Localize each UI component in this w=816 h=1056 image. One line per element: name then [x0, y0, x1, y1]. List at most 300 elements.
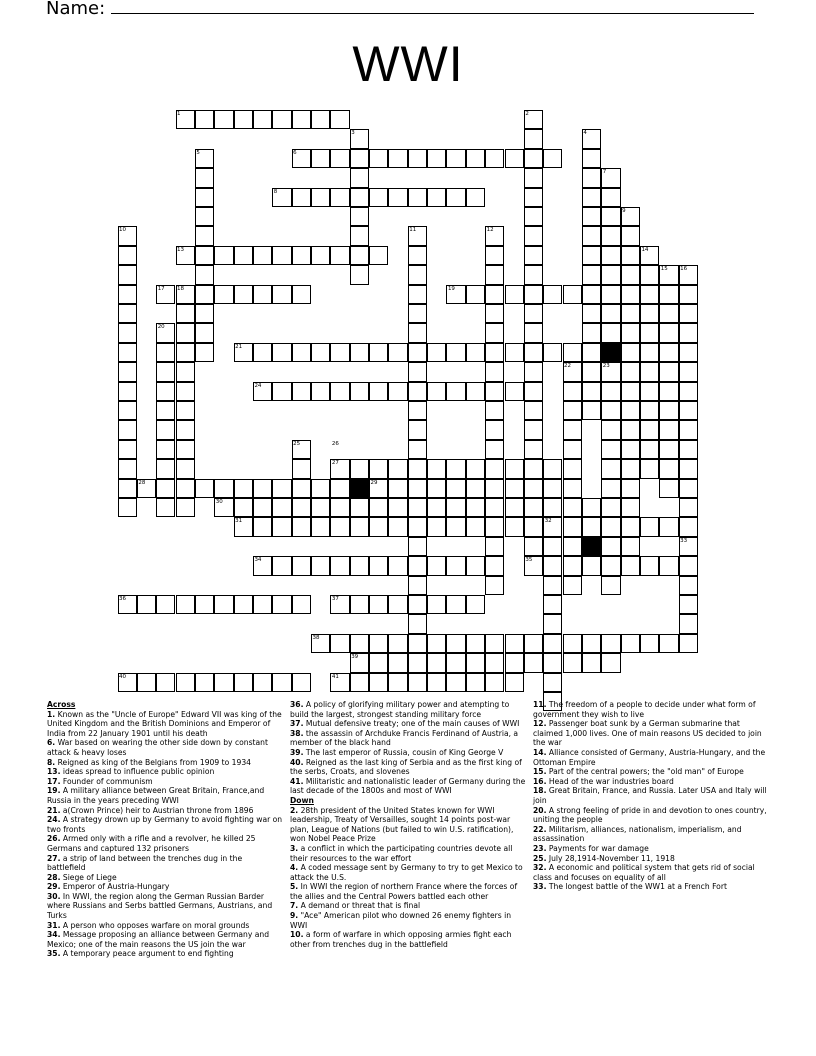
- grid-cell[interactable]: [234, 498, 253, 517]
- grid-cell[interactable]: [679, 401, 698, 420]
- grid-cell[interactable]: [137, 595, 156, 614]
- grid-cell[interactable]: [524, 498, 543, 517]
- grid-cell[interactable]: [369, 595, 388, 614]
- grid-cell[interactable]: [466, 188, 485, 207]
- grid-cell[interactable]: [176, 304, 195, 323]
- grid-cell[interactable]: [427, 459, 446, 478]
- grid-cell[interactable]: [524, 226, 543, 245]
- grid-cell[interactable]: [505, 498, 524, 517]
- grid-cell[interactable]: [408, 614, 427, 633]
- grid-cell[interactable]: [234, 285, 253, 304]
- grid-cell[interactable]: [524, 440, 543, 459]
- grid-cell[interactable]: [156, 498, 175, 517]
- grid-cell[interactable]: [659, 401, 678, 420]
- grid-cell[interactable]: [543, 459, 562, 478]
- grid-cell[interactable]: [408, 498, 427, 517]
- grid-cell[interactable]: [640, 459, 659, 478]
- grid-cell[interactable]: [176, 343, 195, 362]
- grid-cell[interactable]: [350, 343, 369, 362]
- grid-cell[interactable]: [272, 595, 291, 614]
- grid-cell[interactable]: [563, 420, 582, 439]
- grid-cell[interactable]: [446, 556, 465, 575]
- grid-cell[interactable]: [214, 479, 233, 498]
- grid-cell[interactable]: [408, 188, 427, 207]
- grid-cell[interactable]: [524, 362, 543, 381]
- grid-cell[interactable]: [118, 498, 137, 517]
- grid-cell[interactable]: [640, 304, 659, 323]
- grid-cell[interactable]: [466, 459, 485, 478]
- grid-cell[interactable]: [563, 517, 582, 536]
- grid-cell[interactable]: [446, 459, 465, 478]
- grid-cell[interactable]: [446, 149, 465, 168]
- grid-cell[interactable]: [524, 246, 543, 265]
- grid-cell[interactable]: [601, 576, 620, 595]
- grid-cell[interactable]: [621, 517, 640, 536]
- grid-cell[interactable]: [621, 537, 640, 556]
- grid-cell[interactable]: [330, 517, 349, 536]
- grid-cell[interactable]: [466, 673, 485, 692]
- grid-cell[interactable]: [679, 517, 698, 536]
- grid-cell[interactable]: [524, 149, 543, 168]
- grid-cell[interactable]: [679, 382, 698, 401]
- grid-cell[interactable]: [195, 188, 214, 207]
- grid-cell[interactable]: [601, 401, 620, 420]
- grid-cell[interactable]: [292, 595, 311, 614]
- grid-cell[interactable]: [330, 246, 349, 265]
- grid-cell[interactable]: [679, 420, 698, 439]
- grid-cell[interactable]: [408, 634, 427, 653]
- grid-cell[interactable]: [272, 479, 291, 498]
- grid-cell[interactable]: [408, 304, 427, 323]
- grid-cell[interactable]: [659, 285, 678, 304]
- grid-cell[interactable]: [582, 168, 601, 187]
- grid-cell[interactable]: [446, 595, 465, 614]
- grid-cell[interactable]: [446, 498, 465, 517]
- grid-cell[interactable]: [640, 285, 659, 304]
- grid-cell[interactable]: [621, 323, 640, 342]
- grid-cell[interactable]: [505, 653, 524, 672]
- grid-cell[interactable]: [195, 226, 214, 245]
- grid-cell[interactable]: [563, 343, 582, 362]
- grid-cell[interactable]: [621, 226, 640, 245]
- grid-cell[interactable]: [524, 304, 543, 323]
- grid-cell[interactable]: [272, 673, 291, 692]
- grid-cell[interactable]: [524, 459, 543, 478]
- grid-cell[interactable]: [679, 440, 698, 459]
- grid-cell[interactable]: [253, 285, 272, 304]
- grid-cell[interactable]: [388, 343, 407, 362]
- grid-cell[interactable]: [621, 343, 640, 362]
- grid-cell[interactable]: [369, 343, 388, 362]
- grid-cell[interactable]: [543, 285, 562, 304]
- grid-cell[interactable]: [524, 634, 543, 653]
- grid-cell[interactable]: [408, 653, 427, 672]
- grid-cell[interactable]: [427, 479, 446, 498]
- grid-cell[interactable]: [505, 517, 524, 536]
- grid-cell[interactable]: [118, 285, 137, 304]
- grid-cell[interactable]: [311, 110, 330, 129]
- grid-cell[interactable]: [601, 207, 620, 226]
- grid-cell[interactable]: [176, 382, 195, 401]
- grid-cell[interactable]: [311, 343, 330, 362]
- grid-cell[interactable]: [330, 149, 349, 168]
- grid-cell[interactable]: [156, 382, 175, 401]
- grid-cell[interactable]: [446, 653, 465, 672]
- grid-cell[interactable]: [601, 459, 620, 478]
- grid-cell[interactable]: [292, 246, 311, 265]
- grid-cell[interactable]: [156, 673, 175, 692]
- grid-cell[interactable]: [176, 498, 195, 517]
- grid-cell[interactable]: [485, 440, 504, 459]
- grid-cell[interactable]: [234, 479, 253, 498]
- grid-cell[interactable]: [466, 285, 485, 304]
- grid-cell[interactable]: [253, 343, 272, 362]
- grid-cell[interactable]: [427, 188, 446, 207]
- grid-cell[interactable]: [485, 265, 504, 284]
- grid-cell[interactable]: [330, 479, 349, 498]
- grid-cell[interactable]: [388, 556, 407, 575]
- grid-cell[interactable]: [505, 673, 524, 692]
- grid-cell[interactable]: [582, 634, 601, 653]
- grid-cell[interactable]: [408, 343, 427, 362]
- grid-cell[interactable]: [195, 285, 214, 304]
- grid-cell[interactable]: [621, 556, 640, 575]
- grid-cell[interactable]: [272, 285, 291, 304]
- grid-cell[interactable]: [679, 556, 698, 575]
- grid-cell[interactable]: [388, 459, 407, 478]
- grid-cell[interactable]: [369, 188, 388, 207]
- grid-cell[interactable]: [563, 498, 582, 517]
- grid-cell[interactable]: [408, 595, 427, 614]
- grid-cell[interactable]: [156, 595, 175, 614]
- grid-cell[interactable]: [601, 498, 620, 517]
- grid-cell[interactable]: [485, 537, 504, 556]
- grid-cell[interactable]: [524, 207, 543, 226]
- grid-cell[interactable]: [621, 246, 640, 265]
- grid-cell[interactable]: [330, 634, 349, 653]
- grid-cell[interactable]: [640, 343, 659, 362]
- grid-cell[interactable]: [272, 556, 291, 575]
- grid-cell[interactable]: [524, 537, 543, 556]
- grid-cell[interactable]: [118, 246, 137, 265]
- grid-cell[interactable]: [524, 129, 543, 148]
- grid-cell[interactable]: [195, 207, 214, 226]
- grid-cell[interactable]: [582, 343, 601, 362]
- grid-cell[interactable]: [292, 343, 311, 362]
- grid-cell[interactable]: [485, 479, 504, 498]
- grid-cell[interactable]: [311, 246, 330, 265]
- grid-cell[interactable]: [640, 323, 659, 342]
- grid-cell[interactable]: [640, 362, 659, 381]
- grid-cell[interactable]: [292, 517, 311, 536]
- grid-cell[interactable]: [195, 246, 214, 265]
- grid-cell[interactable]: [176, 420, 195, 439]
- grid-cell[interactable]: [253, 517, 272, 536]
- grid-cell[interactable]: [350, 149, 369, 168]
- grid-cell[interactable]: [350, 168, 369, 187]
- grid-cell[interactable]: [311, 149, 330, 168]
- grid-cell[interactable]: [466, 479, 485, 498]
- grid-cell[interactable]: [408, 149, 427, 168]
- grid-cell[interactable]: [582, 401, 601, 420]
- grid-cell[interactable]: [446, 517, 465, 536]
- grid-cell[interactable]: [582, 362, 601, 381]
- grid-cell[interactable]: [311, 479, 330, 498]
- grid-cell[interactable]: [640, 401, 659, 420]
- grid-cell[interactable]: [195, 265, 214, 284]
- grid-cell[interactable]: [485, 634, 504, 653]
- grid-cell[interactable]: [350, 673, 369, 692]
- grid-cell[interactable]: [408, 517, 427, 536]
- grid-cell[interactable]: [118, 323, 137, 342]
- grid-cell[interactable]: [118, 265, 137, 284]
- grid-cell[interactable]: [118, 401, 137, 420]
- grid-cell[interactable]: [408, 420, 427, 439]
- grid-cell[interactable]: [621, 382, 640, 401]
- grid-cell[interactable]: [369, 517, 388, 536]
- grid-cell[interactable]: [195, 595, 214, 614]
- grid-cell[interactable]: [272, 110, 291, 129]
- grid-cell[interactable]: [679, 362, 698, 381]
- grid-cell[interactable]: [466, 149, 485, 168]
- grid-cell[interactable]: [408, 576, 427, 595]
- grid-cell[interactable]: [408, 479, 427, 498]
- grid-cell[interactable]: [292, 673, 311, 692]
- grid-cell[interactable]: [195, 479, 214, 498]
- grid-cell[interactable]: [350, 207, 369, 226]
- grid-cell[interactable]: [621, 440, 640, 459]
- grid-cell[interactable]: [524, 168, 543, 187]
- grid-cell[interactable]: [601, 479, 620, 498]
- grid-cell[interactable]: [234, 673, 253, 692]
- grid-cell[interactable]: [563, 459, 582, 478]
- grid-cell[interactable]: [388, 517, 407, 536]
- grid-cell[interactable]: [505, 634, 524, 653]
- grid-cell[interactable]: [176, 673, 195, 692]
- grid-cell[interactable]: [563, 537, 582, 556]
- grid-cell[interactable]: [485, 362, 504, 381]
- grid-cell[interactable]: [659, 382, 678, 401]
- grid-cell[interactable]: [253, 246, 272, 265]
- grid-cell[interactable]: [505, 343, 524, 362]
- grid-cell[interactable]: [659, 556, 678, 575]
- grid-cell[interactable]: [388, 479, 407, 498]
- grid-cell[interactable]: [582, 498, 601, 517]
- grid-cell[interactable]: [679, 595, 698, 614]
- grid-cell[interactable]: [582, 226, 601, 245]
- grid-cell[interactable]: [408, 382, 427, 401]
- grid-cell[interactable]: [446, 343, 465, 362]
- grid-cell[interactable]: [137, 673, 156, 692]
- grid-cell[interactable]: [659, 634, 678, 653]
- grid-cell[interactable]: [292, 459, 311, 478]
- grid-cell[interactable]: [446, 479, 465, 498]
- grid-cell[interactable]: [485, 246, 504, 265]
- grid-cell[interactable]: [408, 537, 427, 556]
- grid-cell[interactable]: [466, 517, 485, 536]
- grid-cell[interactable]: [524, 323, 543, 342]
- grid-cell[interactable]: [563, 634, 582, 653]
- grid-cell[interactable]: [640, 440, 659, 459]
- grid-cell[interactable]: [621, 285, 640, 304]
- grid-cell[interactable]: [621, 362, 640, 381]
- grid-cell[interactable]: [311, 556, 330, 575]
- grid-cell[interactable]: [582, 517, 601, 536]
- grid-cell[interactable]: [524, 517, 543, 536]
- grid-cell[interactable]: [505, 382, 524, 401]
- grid-cell[interactable]: [427, 343, 446, 362]
- grid-cell[interactable]: [466, 653, 485, 672]
- grid-cell[interactable]: [485, 459, 504, 478]
- grid-cell[interactable]: [427, 382, 446, 401]
- grid-cell[interactable]: [524, 420, 543, 439]
- grid-cell[interactable]: [659, 362, 678, 381]
- grid-cell[interactable]: [369, 653, 388, 672]
- grid-cell[interactable]: [601, 537, 620, 556]
- grid-cell[interactable]: [446, 188, 465, 207]
- grid-cell[interactable]: [543, 149, 562, 168]
- grid-cell[interactable]: [408, 323, 427, 342]
- grid-cell[interactable]: [659, 517, 678, 536]
- grid-cell[interactable]: [621, 420, 640, 439]
- grid-cell[interactable]: [369, 149, 388, 168]
- grid-cell[interactable]: [214, 110, 233, 129]
- grid-cell[interactable]: [563, 556, 582, 575]
- grid-cell[interactable]: [408, 440, 427, 459]
- grid-cell[interactable]: [292, 188, 311, 207]
- grid-cell[interactable]: [350, 634, 369, 653]
- grid-cell[interactable]: [601, 440, 620, 459]
- grid-cell[interactable]: [679, 343, 698, 362]
- grid-cell[interactable]: [195, 110, 214, 129]
- grid-cell[interactable]: [679, 323, 698, 342]
- grid-cell[interactable]: [485, 420, 504, 439]
- grid-cell[interactable]: [679, 479, 698, 498]
- grid-cell[interactable]: [543, 673, 562, 692]
- grid-cell[interactable]: [118, 440, 137, 459]
- grid-cell[interactable]: [408, 556, 427, 575]
- grid-cell[interactable]: [292, 110, 311, 129]
- grid-cell[interactable]: [388, 595, 407, 614]
- grid-cell[interactable]: [485, 517, 504, 536]
- grid-cell[interactable]: [408, 459, 427, 478]
- grid-cell[interactable]: [679, 304, 698, 323]
- grid-cell[interactable]: [253, 498, 272, 517]
- grid-cell[interactable]: [601, 634, 620, 653]
- grid-cell[interactable]: [427, 653, 446, 672]
- grid-cell[interactable]: [292, 285, 311, 304]
- grid-cell[interactable]: [582, 285, 601, 304]
- grid-cell[interactable]: [621, 498, 640, 517]
- grid-cell[interactable]: [214, 246, 233, 265]
- grid-cell[interactable]: [659, 459, 678, 478]
- grid-cell[interactable]: [118, 459, 137, 478]
- grid-cell[interactable]: [195, 343, 214, 362]
- grid-cell[interactable]: [659, 304, 678, 323]
- grid-cell[interactable]: [679, 576, 698, 595]
- grid-cell[interactable]: [524, 343, 543, 362]
- grid-cell[interactable]: [369, 673, 388, 692]
- grid-cell[interactable]: [485, 382, 504, 401]
- grid-cell[interactable]: [543, 479, 562, 498]
- grid-cell[interactable]: [427, 498, 446, 517]
- grid-cell[interactable]: [272, 498, 291, 517]
- grid-cell[interactable]: [350, 517, 369, 536]
- grid-cell[interactable]: [118, 362, 137, 381]
- grid-cell[interactable]: [543, 653, 562, 672]
- grid-cell[interactable]: [156, 401, 175, 420]
- grid-cell[interactable]: [601, 556, 620, 575]
- grid-cell[interactable]: [292, 382, 311, 401]
- grid-cell[interactable]: [272, 343, 291, 362]
- grid-cell[interactable]: [582, 149, 601, 168]
- grid-cell[interactable]: [330, 498, 349, 517]
- grid-cell[interactable]: [350, 459, 369, 478]
- grid-cell[interactable]: [543, 614, 562, 633]
- grid-cell[interactable]: [485, 285, 504, 304]
- grid-cell[interactable]: [601, 265, 620, 284]
- grid-cell[interactable]: [176, 362, 195, 381]
- grid-cell[interactable]: [388, 498, 407, 517]
- grid-cell[interactable]: [311, 382, 330, 401]
- grid-cell[interactable]: [601, 382, 620, 401]
- grid-cell[interactable]: [466, 343, 485, 362]
- grid-cell[interactable]: [485, 556, 504, 575]
- grid-cell[interactable]: [505, 285, 524, 304]
- grid-cell[interactable]: [543, 576, 562, 595]
- grid-cell[interactable]: [214, 673, 233, 692]
- grid-cell[interactable]: [214, 595, 233, 614]
- grid-cell[interactable]: [369, 498, 388, 517]
- grid-cell[interactable]: [679, 459, 698, 478]
- grid-cell[interactable]: [524, 653, 543, 672]
- grid-cell[interactable]: [543, 634, 562, 653]
- grid-cell[interactable]: [543, 537, 562, 556]
- grid-cell[interactable]: [466, 595, 485, 614]
- grid-cell[interactable]: [195, 323, 214, 342]
- grid-cell[interactable]: [350, 498, 369, 517]
- grid-cell[interactable]: [640, 634, 659, 653]
- grid-cell[interactable]: [369, 634, 388, 653]
- grid-cell[interactable]: [292, 556, 311, 575]
- grid-cell[interactable]: [659, 343, 678, 362]
- grid-cell[interactable]: [679, 614, 698, 633]
- grid-cell[interactable]: [214, 285, 233, 304]
- grid-cell[interactable]: [176, 459, 195, 478]
- grid-cell[interactable]: [311, 498, 330, 517]
- grid-cell[interactable]: [524, 401, 543, 420]
- grid-cell[interactable]: [524, 382, 543, 401]
- grid-cell[interactable]: [446, 673, 465, 692]
- grid-cell[interactable]: [330, 343, 349, 362]
- grid-cell[interactable]: [388, 673, 407, 692]
- grid-cell[interactable]: [253, 673, 272, 692]
- grid-cell[interactable]: [485, 343, 504, 362]
- grid-cell[interactable]: [582, 265, 601, 284]
- grid-cell[interactable]: [176, 479, 195, 498]
- grid-cell[interactable]: [388, 188, 407, 207]
- grid-cell[interactable]: [505, 459, 524, 478]
- grid-cell[interactable]: [408, 265, 427, 284]
- grid-cell[interactable]: [601, 226, 620, 245]
- grid-cell[interactable]: [659, 420, 678, 439]
- grid-cell[interactable]: [388, 634, 407, 653]
- grid-cell[interactable]: [659, 440, 678, 459]
- grid-cell[interactable]: [621, 304, 640, 323]
- grid-cell[interactable]: [272, 382, 291, 401]
- grid-cell[interactable]: [621, 459, 640, 478]
- grid-cell[interactable]: [350, 246, 369, 265]
